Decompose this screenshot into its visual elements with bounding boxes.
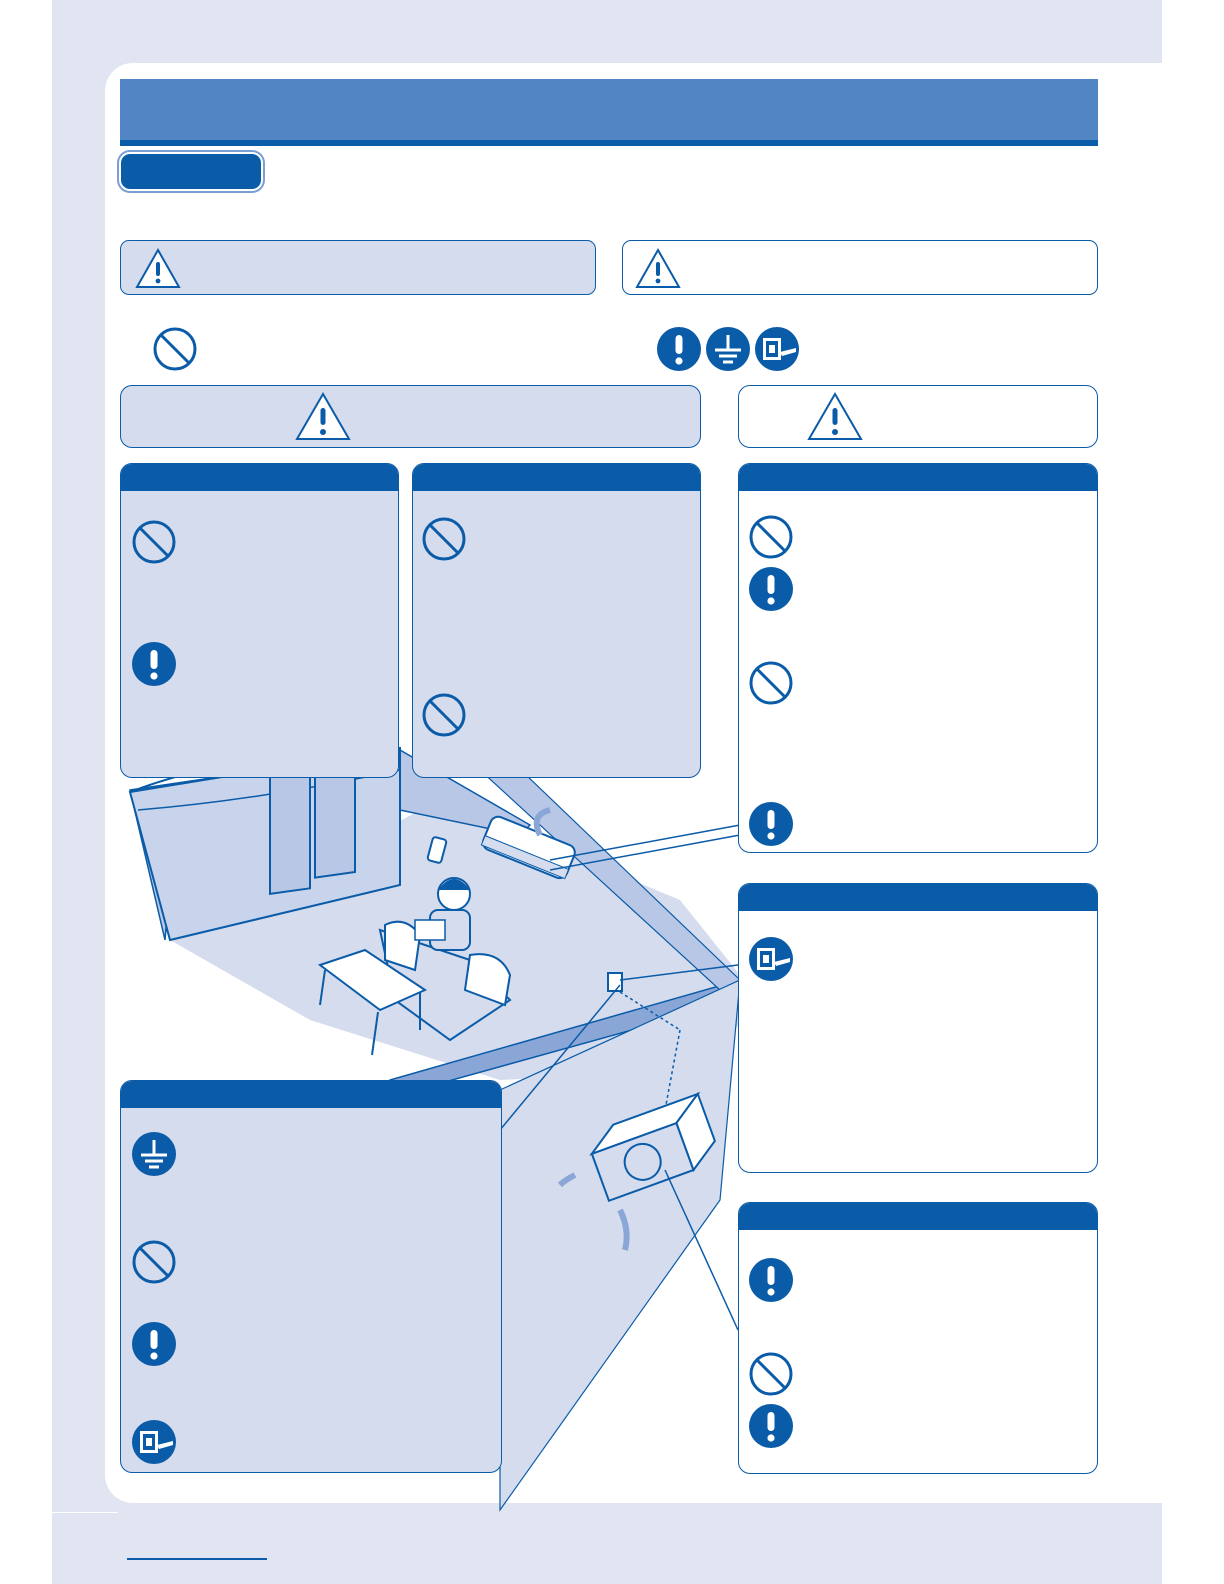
page-edge-line xyxy=(52,1512,118,1513)
panel-remote-control xyxy=(120,463,399,778)
panel-caution-indoor xyxy=(738,463,1098,853)
exclamation-icon xyxy=(748,1403,794,1449)
warning-triangle-icon xyxy=(635,247,681,289)
header-bar xyxy=(120,79,1098,146)
prohibited-icon xyxy=(748,514,794,560)
warning-triangle-icon xyxy=(295,391,351,441)
ground-icon xyxy=(131,1131,177,1177)
unplug-icon xyxy=(131,1419,177,1465)
footer-rule xyxy=(127,1558,267,1560)
prohibited-icon xyxy=(421,692,467,738)
prohibited-icon xyxy=(421,516,467,562)
panel-header-bar xyxy=(121,464,398,491)
panel-caution-outdoor xyxy=(738,1202,1098,1474)
warning-triangle-icon xyxy=(135,247,181,289)
exclamation-icon xyxy=(131,641,177,687)
exclamation-icon xyxy=(748,566,794,612)
caution-legend-box xyxy=(622,240,1098,295)
panel-caution-power xyxy=(738,883,1098,1173)
warning-triangle-icon xyxy=(807,391,863,441)
prohibited-icon xyxy=(748,1351,794,1397)
panel-header-bar xyxy=(413,464,700,491)
caution-section-head xyxy=(738,385,1098,448)
warning-section-head xyxy=(120,385,701,448)
exclamation-icon xyxy=(656,326,702,372)
unplug-icon xyxy=(754,326,800,372)
prohibited-icon xyxy=(131,1239,177,1285)
exclamation-icon xyxy=(131,1321,177,1367)
prohibited-icon xyxy=(131,519,177,565)
prohibited-icon xyxy=(748,660,794,706)
ground-icon xyxy=(705,326,751,372)
section-label-pill xyxy=(121,154,261,189)
exclamation-icon xyxy=(748,801,794,847)
panel-indoor-unit xyxy=(412,463,701,778)
panel-header-bar xyxy=(739,884,1097,911)
unplug-icon xyxy=(748,936,794,982)
panel-power-supply xyxy=(120,1080,502,1473)
exclamation-icon xyxy=(748,1257,794,1303)
panel-header-bar xyxy=(121,1081,501,1108)
prohibited-icon xyxy=(152,326,198,372)
panel-header-bar xyxy=(739,464,1097,491)
panel-header-bar xyxy=(739,1203,1097,1230)
warning-legend-box xyxy=(120,240,596,295)
